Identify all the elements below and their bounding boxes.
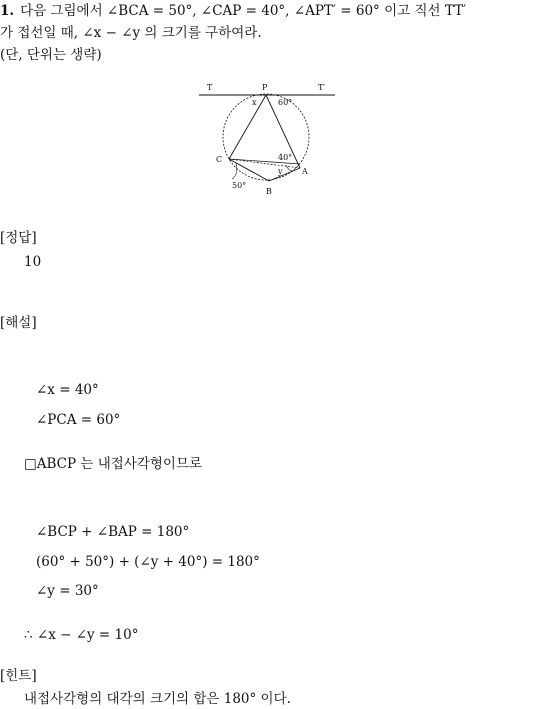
figure-svg (196, 80, 338, 198)
problem-text-1: 다음 그림에서 ∠BCA = 50°, ∠CAP = 40°, ∠APT′ = 60° 이고 직선 TT′ (20, 3, 467, 19)
arc-y (286, 165, 292, 171)
label-angle-40: 40° (278, 153, 293, 162)
segment-PC (229, 95, 266, 159)
label-B: B (266, 187, 272, 196)
solution-conclusion: ∴ ∠x − ∠y = 10° (24, 627, 139, 643)
label-A: A (302, 167, 308, 176)
segment-CB (229, 159, 269, 181)
solution-line: ∠BCP + ∠BAP = 180° (36, 524, 190, 540)
label-angle-50: 50° (232, 181, 247, 190)
solution-line: ∠y = 30° (36, 583, 99, 599)
solution-line: (60° + 50°) + (∠y + 40°) = 180° (36, 554, 260, 570)
hint-heading: [힌트] (0, 668, 37, 684)
segment-BA (269, 168, 300, 181)
label-angle-60: 60° (278, 98, 293, 107)
circumcircle (223, 94, 309, 180)
label-T-prime: T′ (318, 83, 326, 92)
hint-text: 내접사각형의 대각의 크기의 합은 180° 이다. (24, 691, 291, 707)
label-P: P (262, 83, 268, 92)
solution-line: ∠PCA = 60° (36, 412, 121, 428)
label-angle-x: x (252, 98, 257, 107)
problem-line-2: 가 접선일 때, ∠x − ∠y 의 크기를 구하여라. (0, 25, 262, 41)
problem-number: 1. (0, 3, 15, 19)
label-T: T (207, 83, 213, 92)
arc-50 (232, 163, 237, 179)
problem-line-1 (0, 2, 466, 20)
answer-heading: [정답] (0, 230, 37, 246)
solution-heading: [해설] (0, 315, 37, 331)
problem-line-3: (단, 단위는 생략) (0, 47, 102, 63)
geometry-figure (196, 80, 338, 198)
label-C: C (216, 155, 223, 164)
solution-line: □ABCP 는 내접사각형이므로 (24, 456, 203, 472)
answer-value: 10 (24, 254, 42, 270)
solution-line: ∠x = 40° (36, 382, 99, 398)
label-angle-y: y (278, 167, 283, 176)
